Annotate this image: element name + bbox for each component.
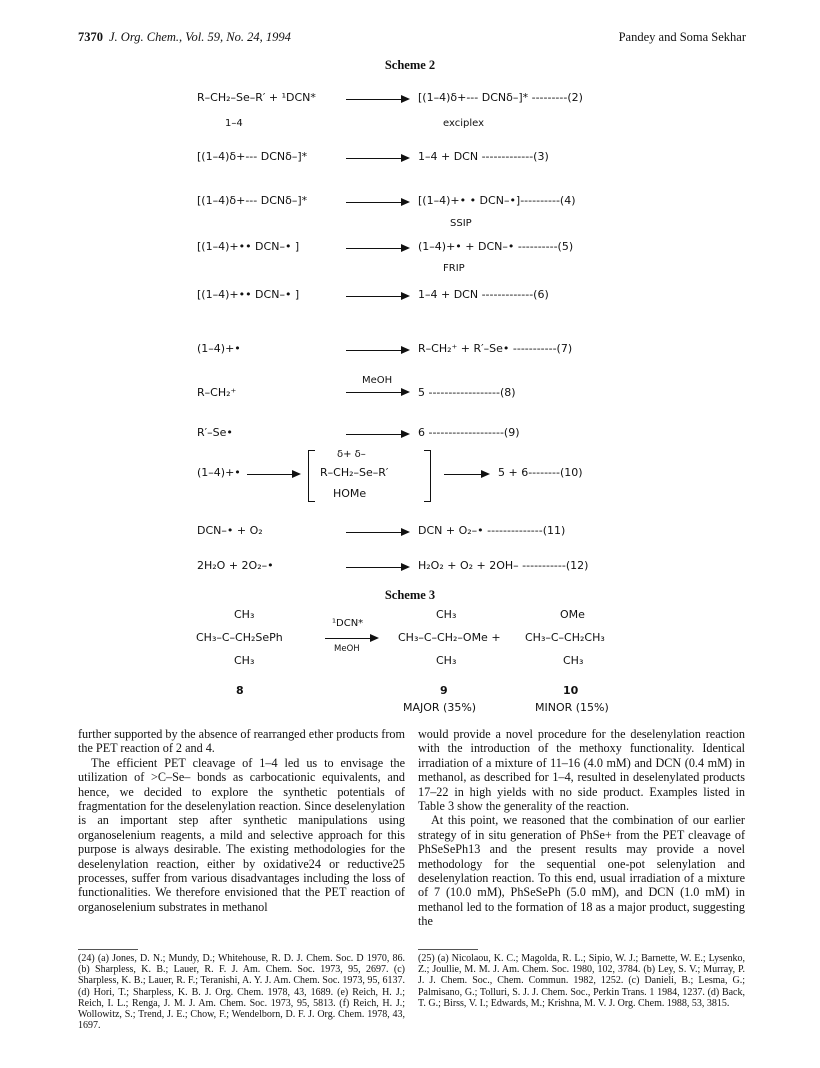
- left-paragraph-1: further supported by the absence of rearranged ether products from the PET reaction of 2 and 4.: [78, 727, 405, 756]
- p10-bottom-methyl: CH₃: [563, 654, 584, 667]
- eq10-bracket-right: [424, 450, 431, 502]
- eq6-arrow: [346, 296, 408, 297]
- eq4-arrow: [346, 202, 408, 203]
- footnote-24: (24) (a) Jones, D. N.; Mundy, D.; Whitehouse, R. D. J. Chem. Soc. D 1970, 86. (b) Sharpless, K. B.; Lauer, R. F. J. Am. Chem. Soc. 1973, 95, 2697. (c) Sharpless, K. B.; Lauer, R. F.; Teranishi, A. Y. J. Am. Chem. Soc. 1973, 95, 6137. (d) Hori, T.; Sharpless, K. B. J. Org. Chem. 1978, 43, 1689. (e) Reich, H. J.; Reich, I. L.; Renga, J. M. J. Am. Chem. Soc. 1973, 95, 5813. (f) Reich, H. J.; Wollowitz, S.; Trend, J. E.; Chow, F.; Wendelborn, D. F. J. Org. Chem. 1978, 43, 1697.: [78, 953, 405, 1032]
- scheme-3-title: Scheme 3: [384, 588, 436, 602]
- scheme3-arrow-bottom: MeOH: [334, 644, 360, 654]
- p9-bottom-methyl: CH₃: [436, 654, 457, 667]
- compound-range-label: 1–4: [225, 118, 243, 129]
- eq3-arrow: [346, 158, 408, 159]
- exciplex-label: exciplex: [443, 118, 485, 129]
- running-header-left: [78, 30, 291, 45]
- eq10-center: R–CH₂–Se–R′: [320, 466, 389, 479]
- eq9-lhs: R′–Se•: [197, 426, 233, 439]
- reactant-label: 8: [236, 684, 244, 697]
- journal-citation: J. Org. Chem., Vol. 59, No. 24, 1994: [109, 30, 291, 44]
- eq9-rhs: 6 -------------------(9): [418, 426, 520, 439]
- scheme-2-title: Scheme 2: [384, 58, 436, 72]
- p10-yield: MINOR (15%): [535, 701, 609, 714]
- p9-label: 9: [440, 684, 448, 697]
- eq4-lhs: [(1–4)δ+--- DCNδ–]*: [197, 194, 308, 207]
- reactant-top-methyl: CH₃: [234, 608, 255, 621]
- footnote-rule-right: [418, 949, 478, 950]
- p9-top-methyl: CH₃: [436, 608, 457, 621]
- eq6-rhs: 1–4 + DCN -------------(6): [418, 288, 549, 301]
- eq10-lhs: (1–4)+•: [197, 466, 241, 479]
- eq12-arrow: [346, 567, 408, 568]
- p9-yield: MAJOR (35%): [403, 701, 477, 714]
- eq7-rhs: R–CH₂⁺ + R′–Se• -----------(7): [418, 342, 573, 355]
- eq5-arrow: [346, 248, 408, 249]
- right-paragraph-2: At this point, we reasoned that the combination of our earlier strategy of in situ generation of PhSe+ from the PET cleavage of PhSeSePh13 and the present results may provide a novel methodology for the sequential one-pot selenylation and deselenylation reaction. To this end, usual irradiation of a mixture of 7 (10.0 mM), PhSeSePh (5.0 mM), and DCN (1.0 mM) in methanol led to the formation of 18 as a major product, suggesting the: [418, 813, 745, 929]
- left-paragraph-2: The efficient PET cleavage of 1–4 led us to envisage the utilization of >C–Se– bonds as carbocationic equivalents, and hence, we decided to explore the synthetic potentials of fragmentation for the deselenylation reaction. Since deselenylation is an important step after synthetic manipulations using organoselenium reagents, a mild and selective approach for this purpose is always desirable. The existing methodologies for the deselenylation reaction, either by oxidative24 or reductive25 processes, suffer from various disadvantages including the loss of functionalities. We therefore envisioned that the PET reaction of organoselenium substrates in methanol: [78, 755, 405, 914]
- eq3-lhs: [(1–4)δ+--- DCNδ–]*: [197, 150, 308, 163]
- right-paragraph-1: would provide a novel procedure for the deselenylation reaction with the introduction of the methoxy functionality. Identical irradiation of a mixture of 11–16 (4.0 mM) and DCN (0.4 mM) in methanol, as described for 1–4, resulted in deselenylated products 17–22 in high yields with no side product. Examples listed in Table 3 show the generality of the reaction.: [418, 727, 745, 814]
- p10-top-methoxy: OMe: [560, 608, 585, 621]
- p10-label: 10: [563, 684, 579, 697]
- scheme3-arrow: [325, 638, 377, 639]
- eq9-arrow: [346, 434, 408, 435]
- eq8-arrow-label: MeOH: [362, 375, 393, 386]
- eq4-rhs: [(1–4)+• • DCN–•]----------(4): [418, 194, 576, 207]
- eq2-lhs: R–CH₂–Se–R′ + ¹DCN*: [197, 91, 316, 104]
- p9-main-chain: CH₃–C–CH₂–OMe +: [398, 631, 501, 644]
- eq10-arrow-out: [444, 474, 488, 475]
- footnote-25: (25) (a) Nicolaou, K. C.; Magolda, R. L.; Sipio, W. J.; Barnette, W. E.; Lysenko, Z.; Joullie, M. M. J. Am. Chem. Soc. 1980, 102, 3784. (b) Ley, S. V.; Murray, P. J. J. Chem. Soc., Chem. Commun. 1982, 1252. (c) Danieli, B.; Lesma, G.; Palmisano, G.; Tolluri, S. J. J. Chem. Soc., Perkin Trans. 1 1984, 1237. (d) Back, T. G.; Birss, V. I.; Edwards, M.; Krishna, M. V. J. Org. Chem. 1988, 53, 3815.: [418, 953, 745, 1009]
- right-column: [418, 727, 745, 929]
- eq11-rhs: DCN + O₂–• --------------(11): [418, 524, 566, 537]
- eq10-arrow-in: [247, 474, 299, 475]
- eq10-rhs: 5 + 6--------(10): [498, 466, 583, 479]
- eq7-arrow: [346, 350, 408, 351]
- eq8-arrow: [346, 392, 408, 393]
- reactant-bottom-methyl: CH₃: [234, 654, 255, 667]
- scheme3-arrow-top: ¹DCN*: [332, 618, 364, 629]
- eq2-rhs: [(1–4)δ+--- DCNδ–]* ---------(2): [418, 91, 583, 104]
- ssip-label: SSIP: [450, 218, 472, 229]
- eq8-lhs: R–CH₂⁺: [197, 386, 237, 399]
- eq10-methanol: HOMe: [333, 487, 367, 500]
- eq11-lhs: DCN–• + O₂: [197, 524, 263, 537]
- running-header-authors: Pandey and Soma Sekhar: [618, 30, 746, 44]
- left-column: [78, 727, 405, 914]
- eq6-lhs: [(1–4)+•• DCN–• ]: [197, 288, 300, 301]
- eq5-rhs: (1–4)+• + DCN–• ----------(5): [418, 240, 574, 253]
- eq8-rhs: 5 ------------------(8): [418, 386, 516, 399]
- eq12-rhs: H₂O₂ + O₂ + 2OH– -----------(12): [418, 559, 589, 572]
- eq12-lhs: 2H₂O + 2O₂–•: [197, 559, 274, 572]
- page-number: 7370: [78, 30, 103, 44]
- eq3-rhs: 1–4 + DCN -------------(3): [418, 150, 549, 163]
- eq2-arrow: [346, 99, 408, 100]
- eq11-arrow: [346, 532, 408, 533]
- eq7-lhs: (1–4)+•: [197, 342, 241, 355]
- footnote-rule-left: [78, 949, 138, 950]
- eq10-bracket-left: [308, 450, 315, 502]
- eq5-lhs: [(1–4)+•• DCN–• ]: [197, 240, 300, 253]
- frip-label: FRIP: [443, 263, 465, 274]
- p10-main-chain: CH₃–C–CH₂CH₃: [525, 631, 605, 644]
- reactant-main-chain: CH₃–C–CH₂SePh: [196, 631, 283, 644]
- eq10-partial-charges: δ+ δ–: [337, 449, 366, 460]
